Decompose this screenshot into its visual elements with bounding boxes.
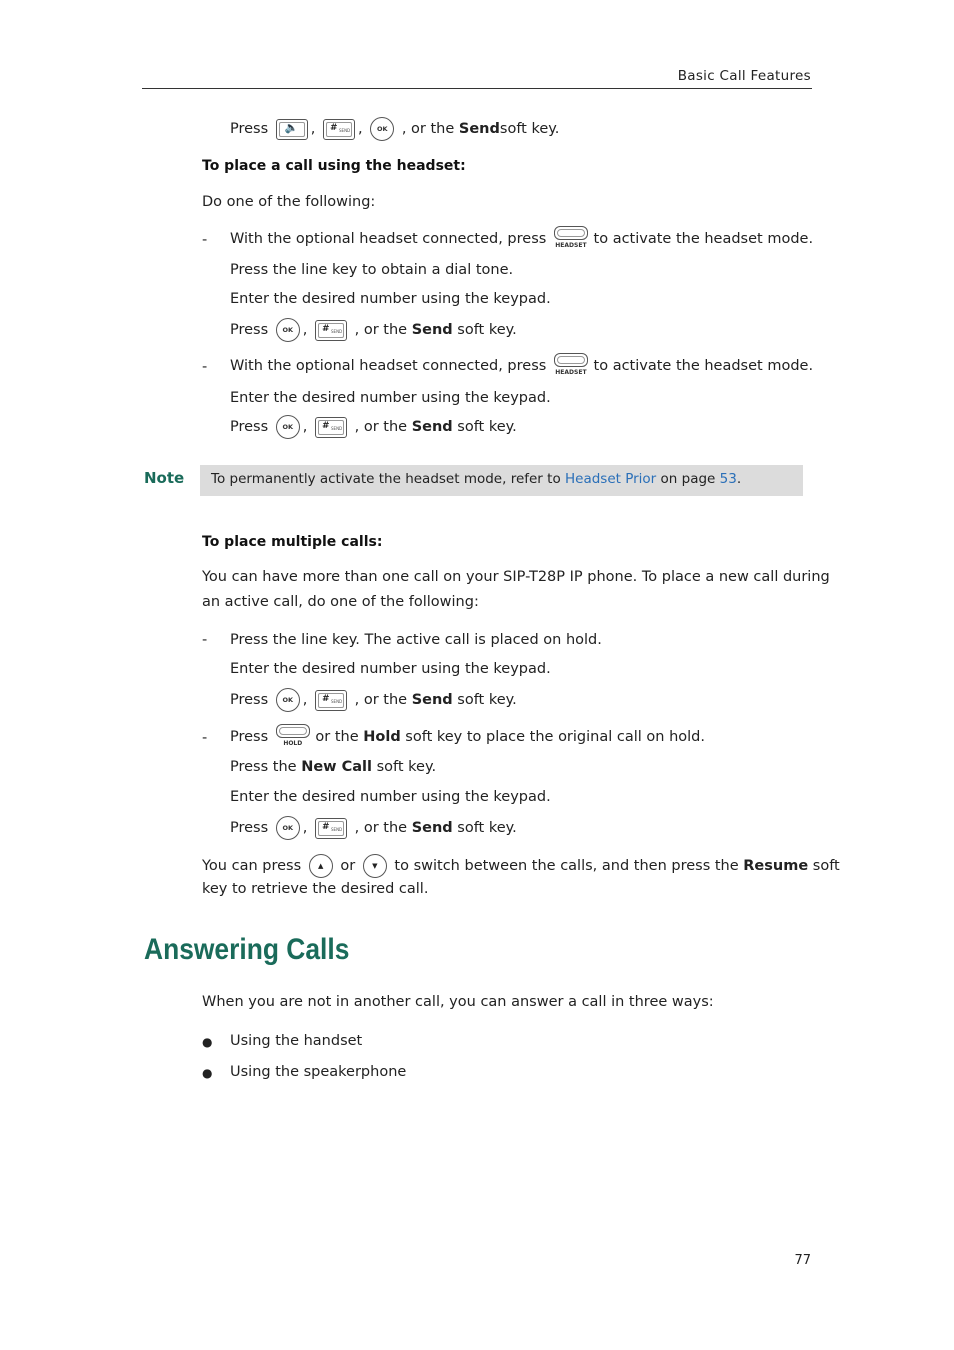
text: Press	[230, 692, 269, 708]
send-softkey-label: Send	[411, 820, 453, 836]
headset-opt1-line2: Press the line key to obtain a dial tone.	[230, 262, 514, 278]
resume-softkey-label: Resume	[743, 858, 809, 874]
hash-key-icon	[315, 690, 347, 711]
text: Press	[230, 820, 269, 836]
text: or	[340, 858, 356, 874]
hold-key-label: HOLD	[283, 740, 303, 747]
text: Press	[230, 322, 269, 338]
headset-key-icon	[554, 226, 586, 252]
comma: ,	[302, 419, 308, 435]
ok-key-icon: OK	[276, 415, 300, 439]
text: , or the	[354, 322, 408, 338]
text: soft key.	[457, 820, 517, 836]
headset-opt1-line4	[230, 318, 517, 342]
ok-key-icon: OK	[276, 688, 300, 712]
section-title: Answering Calls	[144, 933, 350, 966]
comma: ,	[302, 692, 308, 708]
hash-sub: SEND	[331, 328, 343, 334]
send-softkey-label: Send	[458, 121, 500, 137]
note-text	[211, 471, 741, 487]
comma: ,	[302, 820, 308, 836]
speaker-key-icon: 🔈	[276, 119, 308, 140]
multiple-heading: To place multiple calls:	[202, 534, 383, 550]
text: soft key.	[371, 759, 437, 775]
text: Press	[230, 121, 269, 137]
dash: -	[202, 632, 208, 648]
running-header: Basic Call Features	[677, 68, 811, 84]
hash-glyph: #	[330, 122, 337, 133]
hash-glyph: #	[322, 693, 329, 704]
headset-opt1-line1	[230, 226, 813, 252]
text: soft	[812, 858, 840, 874]
text: to activate the headset mode.	[593, 231, 814, 247]
hash-glyph: #	[322, 323, 329, 334]
text: , or the	[354, 419, 408, 435]
text: To permanently activate the headset mode, refer to	[211, 471, 565, 487]
nav-down-icon: ▼	[363, 854, 387, 878]
text: , or the	[354, 820, 408, 836]
note-label: Note	[144, 469, 185, 487]
headset-opt2-line1	[230, 353, 813, 379]
dash: -	[202, 232, 208, 248]
headset-opt2-line3	[230, 415, 517, 439]
headset-key-label: HEADSET	[555, 242, 587, 249]
text: soft key.	[457, 692, 517, 708]
text: soft key.	[457, 322, 517, 338]
hash-sub: SEND	[331, 425, 343, 431]
headset-key-icon	[554, 353, 586, 379]
intro-line	[230, 117, 559, 141]
hash-sub: SEND	[331, 826, 343, 832]
ok-key-icon: OK	[370, 117, 394, 141]
ok-key-icon: OK	[276, 816, 300, 840]
text: soft key to place the original call on hold.	[400, 729, 705, 745]
hold-key-icon	[276, 724, 308, 750]
text: .	[736, 471, 742, 487]
list-item: Using the speakerphone	[230, 1064, 407, 1080]
comma: ,	[302, 322, 308, 338]
ok-key-icon: OK	[276, 318, 300, 342]
multiple-opt1-line2: Enter the desired number using the keypad.	[230, 661, 551, 677]
multiple-opt2-line3: Enter the desired number using the keypad.	[230, 789, 551, 805]
text: Press the	[230, 759, 302, 775]
hold-softkey-label: Hold	[363, 729, 401, 745]
text: , or the	[354, 692, 408, 708]
list-item: Using the handset	[230, 1033, 363, 1049]
switch-line1	[202, 854, 840, 878]
text: , or the	[401, 121, 455, 137]
multiple-opt1-line1: Press the line key. The active call is placed on hold.	[230, 632, 602, 648]
headset-key-label: HEADSET	[555, 369, 587, 376]
comma: ,	[358, 121, 363, 137]
header-rule	[142, 88, 812, 89]
multiple-opt1-line3	[230, 688, 517, 712]
text: With the optional headset connected, press	[230, 358, 547, 374]
multiple-opt2-line2	[230, 759, 436, 775]
send-softkey-label: Send	[411, 419, 453, 435]
text: on page	[656, 471, 720, 487]
headset-opt2-line2: Enter the desired number using the keypad.	[230, 390, 551, 406]
multiple-p1: You can have more than one call on your SIP-T28P IP phone. To place a new call during	[202, 569, 830, 585]
nav-up-icon: ▲	[309, 854, 333, 878]
text: to switch between the calls, and then press the	[394, 858, 739, 874]
text: soft key.	[457, 419, 517, 435]
multiple-opt2-line4	[230, 816, 517, 840]
headset-prior-link[interactable]: Headset Prior	[565, 471, 657, 487]
text: You can press	[202, 858, 302, 874]
text: or the	[310, 729, 364, 745]
text: With the optional headset connected, press	[230, 231, 547, 247]
page-link[interactable]: 53	[719, 471, 737, 487]
headset-lead: Do one of the following:	[202, 194, 376, 210]
hash-key-icon	[315, 818, 347, 839]
page-number: 77	[794, 1253, 811, 1268]
multiple-opt2-line1	[230, 724, 705, 750]
send-softkey-label: Send	[411, 322, 453, 338]
send-softkey-label: Send	[411, 692, 453, 708]
headset-opt1-line3: Enter the desired number using the keypad.	[230, 291, 551, 307]
comma: ,	[310, 121, 316, 137]
hash-key-icon	[315, 320, 347, 341]
text: soft key.	[499, 121, 560, 137]
switch-line2: key to retrieve the desired call.	[202, 881, 429, 897]
hash-glyph: #	[322, 821, 329, 832]
hash-sub: SEND	[331, 698, 343, 704]
text: Press	[230, 729, 269, 745]
text: to activate the headset mode.	[593, 358, 814, 374]
hash-sub: SEND	[339, 127, 351, 133]
dash: -	[202, 359, 208, 375]
hash-key-icon	[315, 417, 347, 438]
text: Press	[230, 419, 269, 435]
hash-key-icon	[323, 119, 355, 140]
multiple-p2: an active call, do one of the following:	[202, 594, 479, 610]
hash-glyph: #	[322, 420, 329, 431]
bullet-icon: ●	[202, 1066, 213, 1080]
new-call-softkey-label: New Call	[301, 759, 372, 775]
answering-lead: When you are not in another call, you can answer a call in three ways:	[202, 994, 714, 1010]
bullet-icon: ●	[202, 1035, 213, 1049]
headset-heading: To place a call using the headset:	[202, 158, 466, 174]
dash: -	[202, 730, 208, 746]
